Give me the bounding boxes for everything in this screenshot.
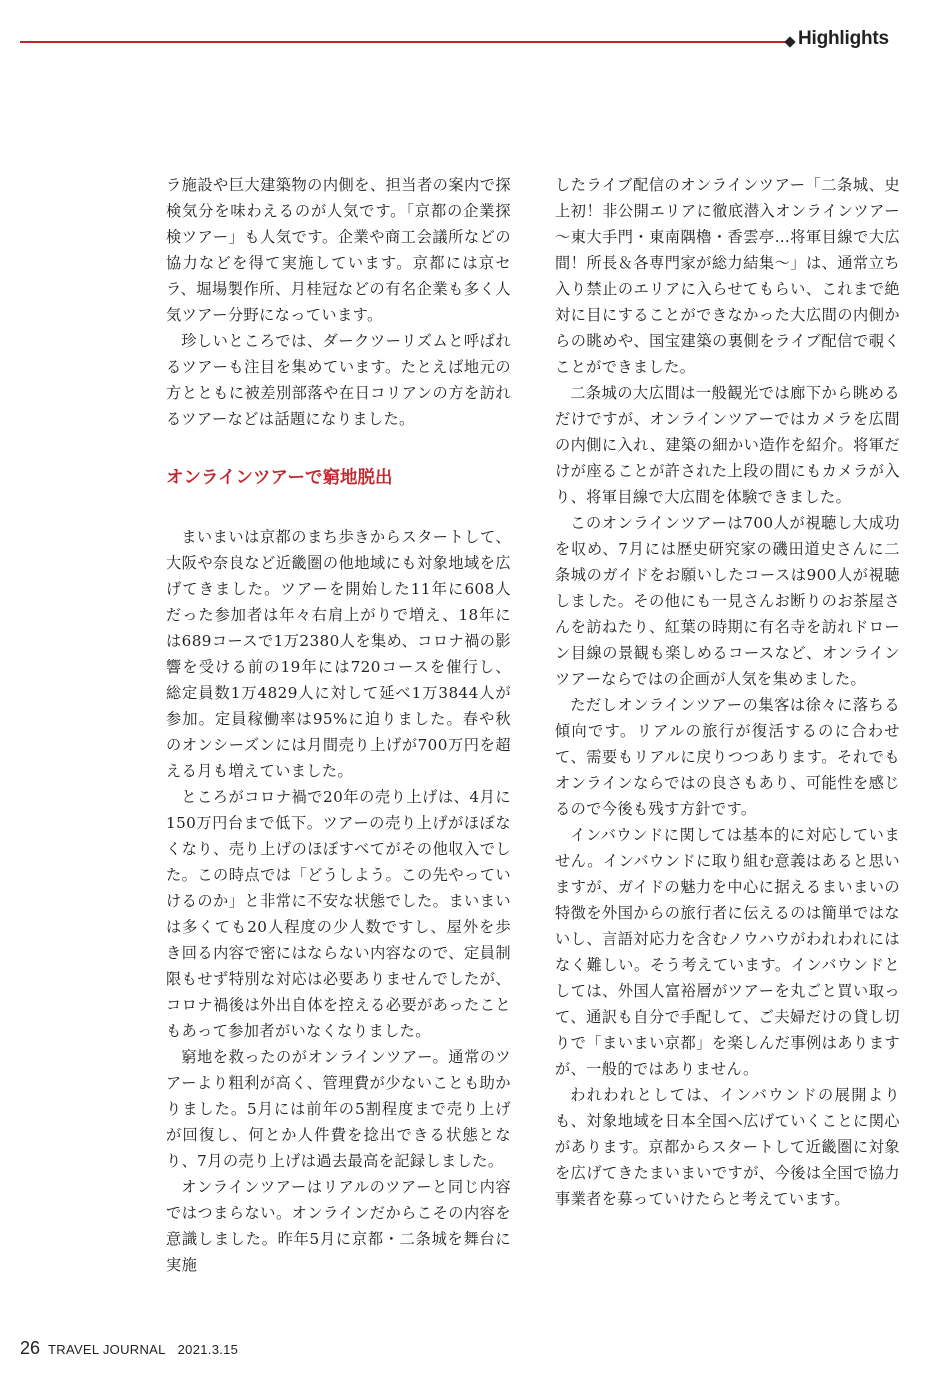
paragraph: われわれとしては、インバウンドの展開よりも、対象地域を日本全国へ広げていくことに関心があります。京都からスタートして近畿圏に対象を広げてきたまいまいですが、今後は全国で協力事業者を募っていけたらと考えています。 bbox=[555, 1086, 900, 1208]
paragraph: 二条城の大広間は一般観光では廊下から眺めるだけですが、オンラインツアーではカメラを広間の内側に入れ、建築の細かい造作を紹介。将軍だけが座ることが許された上段の間にもカメラが入り、将軍目線で大広間を体験できました。 bbox=[555, 384, 900, 506]
paragraph: ただしオンラインツアーの集客は徐々に落ちる傾向です。リアルの旅行が復活するのに合わせて、需要もリアルに戻りつつあります。それでもオンラインならではの良さもあり、可能性を感じるので今後も残す方針です。 bbox=[555, 696, 900, 818]
article-column-right bbox=[555, 172, 900, 1212]
paragraph: ところがコロナ禍で20年の売り上げは、4月に150万円台まで低下。ツアーの売り上げがほぼなくなり、売り上げのほぼすべてがその他収入でした。この時点では「どうしよう。この先やっていけるのか」と非常に不安な状態でした。まいまいは多くても20人程度の少人数ですし、屋外を歩き回る内容で密にはならない内容なので、定員制限もせず特別な対応は必要ありませんでしたが、コロナ禍後は外出自体を控える必要があったこともあって参加者がいなくなりました。 bbox=[166, 788, 511, 1040]
header-bullet-icon bbox=[784, 36, 795, 47]
paragraph: このオンラインツアーは700人が視聴し大成功を収め、7月には歴史研究家の磯田道史さんに二条城のガイドをお願いしたコースは900人が視聴しました。その他にも一見さんお断りのお茶屋さんを訪ねたり、紅葉の時期に有名寺を訪れドローン目線の景観も楽しめるコースなど、オンラインツアーならではの企画が人気を集めました。 bbox=[555, 514, 900, 688]
article-column-left bbox=[166, 172, 511, 1278]
paragraph: オンラインツアーはリアルのツアーと同じ内容ではつまらない。オンラインだからこその内容を意識しました。昨年5月に京都・二条城を舞台に実施 bbox=[166, 1178, 511, 1274]
magazine-name: TRAVEL JOURNAL bbox=[48, 1342, 166, 1357]
paragraph: したライブ配信のオンラインツアー「二条城、史上初！非公開エリアに徹底潜入オンラインツアー～東大手門・東南隅櫓・香雲亭…将軍目線で大広間！所長＆各専門家が総力結集～」は、通常立ち入り禁止のエリアに入らせてもらい、これまで絶対に目にすることができなかった大広間の内側からの眺めや、国宝建築の裏側をライブ配信で覗くことができました。 bbox=[555, 176, 900, 376]
issue-date: 2021.3.15 bbox=[177, 1342, 239, 1357]
paragraph: 窮地を救ったのがオンラインツアー。通常のツアーより粗利が高く、管理費が少ないことも助かりました。5月には前年の5割程度まで売り上げが回復し、何とか人件費を捻出できる状態となり、7月の売り上げは過去最高を記録しました。 bbox=[166, 1048, 511, 1170]
page-footer bbox=[20, 1338, 238, 1359]
section-title: Highlights bbox=[798, 28, 889, 49]
header-rule bbox=[20, 41, 786, 43]
paragraph: インバウンドに関しては基本的に対応していません。インバウンドに取り組む意義はあると思いますが、ガイドの魅力を中心に据えるまいまいの特徴を外国からの旅行者に伝えるのは簡単ではないし、言語対応力を含むノウハウがわれわれにはなく難しい。そう考えています。インバウンドとしては、外国人富裕層がツアーを丸ごと買い取って、通訳も自分で手配して、ご夫婦だけの貸し切りで「まいまい京都」を楽しんだ事例はありますが、一般的ではありません。 bbox=[555, 826, 900, 1078]
paragraph: まいまいは京都のまち歩きからスタートして、大阪や奈良など近畿圏の他地域にも対象地域を広げてきました。ツアーを開始した11年に608人だった参加者は年々右肩上がりで増え、18年には689コースで1万2380人を集め、コロナ禍の影響を受ける前の19年には720コースを催行し、総定員数1万4829人に対して延べ1万3844人が参加。定員稼働率は95%に迫りました。春や秋のオンシーズンには月間売り上げが700万円を超える月も増えていました。 bbox=[166, 528, 511, 780]
section-heading: オンラインツアーで窮地脱出 bbox=[166, 468, 393, 488]
page-number: 26 bbox=[20, 1338, 41, 1358]
paragraph: ラ施設や巨大建築物の内側を、担当者の案内で探検気分を味わえるのが人気です。「京都の企業探検ツアー」も人気です。企業や商工会議所などの協力などを得て実施しています。京都には京セラ、堀場製作所、月桂冠などの有名企業も多く人気ツアー分野になっています。 bbox=[166, 176, 511, 324]
paragraph: 珍しいところでは、ダークツーリズムと呼ばれるツアーも注目を集めています。たとえば地元の方とともに被差別部落や在日コリアンの方を訪れるツアーなどは話題になりました。 bbox=[166, 332, 511, 428]
